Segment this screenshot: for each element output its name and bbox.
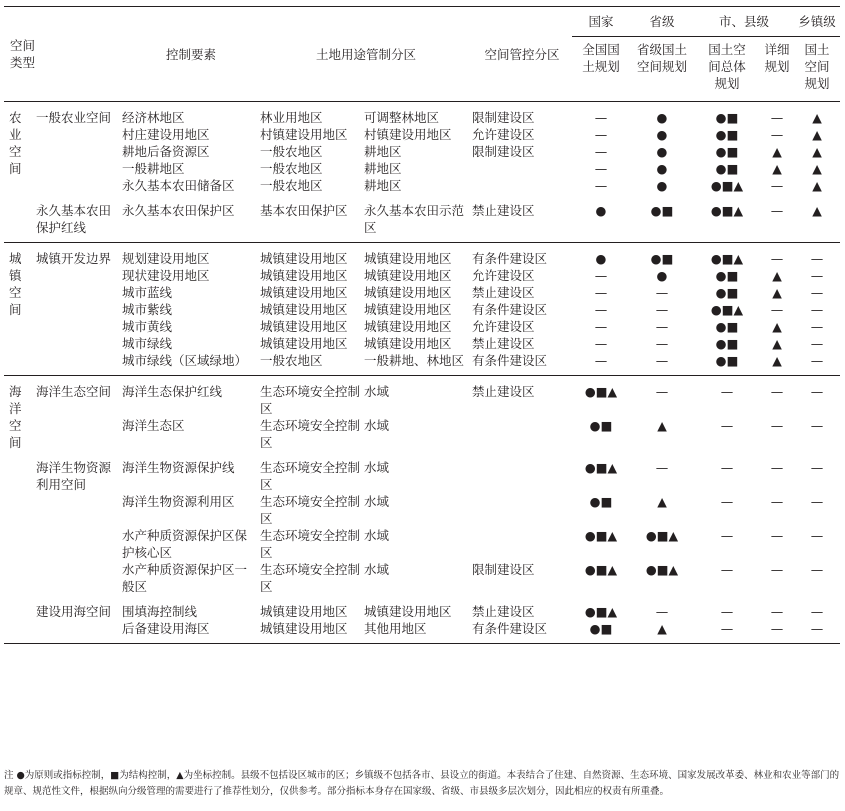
symbol-national: ●■ (589, 494, 613, 509)
control-zone-cell: 允许建设区 (472, 319, 535, 334)
control-element-cell: 围填海控制线 (122, 604, 198, 619)
control-element-cell: 海洋生物资源保护线 (122, 460, 235, 475)
symbol-provincial: ● (656, 268, 668, 283)
symbol-township: — (810, 285, 824, 300)
control-zone-cell: 禁止建设区 (472, 336, 535, 351)
symbol-provincial: ▲ (657, 418, 667, 433)
land-use-cell: 一般农地区 (260, 353, 323, 368)
symbol-township: ▲ (812, 127, 822, 142)
land-use-subzone-cell: 水域 (364, 460, 390, 475)
table-row (4, 335, 840, 352)
symbol-provincial: ●■▲ (645, 528, 679, 543)
symbol-township: — (810, 353, 824, 368)
control-element-cell: 海洋生态区 (122, 418, 185, 433)
symbol-provincial: ● (656, 127, 668, 142)
symbol-national: ●■▲ (584, 562, 618, 577)
table-row (4, 352, 840, 369)
land-use-cell: 林业用地区 (260, 110, 323, 125)
space-group: 永久基本农田保护红线 (36, 203, 112, 235)
symbol-city: ●■ (715, 110, 739, 125)
symbol-township: ▲ (812, 144, 822, 159)
control-element-cell: 永久基本农田保护区 (122, 203, 235, 218)
control-zone-cell: 禁止建设区 (472, 604, 535, 619)
space-category: 城镇空间 (9, 251, 22, 317)
symbol-township: ▲ (812, 110, 822, 125)
control-zone-cell: 禁止建设区 (472, 285, 535, 300)
control-zone-cell: 有条件建设区 (472, 353, 548, 368)
land-use-cell: 城镇建设用地区 (260, 268, 348, 283)
symbol-national: — (594, 319, 608, 334)
symbol-detailed: ▲ (772, 144, 782, 159)
control-element-cell: 水产种质资源保护区保护核心区 (122, 528, 248, 560)
land-use-subzone-cell: 水域 (364, 528, 390, 543)
land-use-cell: 城镇建设用地区 (260, 285, 348, 300)
symbol-township: — (810, 336, 824, 351)
control-element-cell: 现状建设用地区 (122, 268, 210, 283)
symbol-township: — (810, 494, 824, 509)
symbol-national: — (594, 110, 608, 125)
symbol-national: — (594, 285, 608, 300)
symbol-city: ●■ (715, 161, 739, 176)
table-row (4, 160, 840, 177)
land-use-subzone-cell: 城镇建设用地区 (364, 319, 452, 334)
land-use-cell: 一般农地区 (260, 178, 323, 193)
symbol-provincial: ● (656, 144, 668, 159)
symbol-city: — (720, 494, 734, 509)
control-zone-cell (472, 451, 572, 493)
symbol-township: — (810, 268, 824, 283)
land-use-subzone-cell: 水域 (364, 494, 390, 509)
header-spacer (36, 7, 122, 102)
symbol-detailed: — (770, 621, 784, 636)
land-use-cell: 城镇建设用地区 (260, 302, 348, 317)
table-row (4, 267, 840, 284)
symbol-township: ▲ (812, 178, 822, 193)
table-row (4, 417, 840, 451)
control-zone-cell: 允许建设区 (472, 127, 535, 142)
symbol-provincial: ●■ (650, 251, 674, 266)
section-divider (4, 637, 840, 644)
symbol-national: — (594, 144, 608, 159)
symbol-city: ●■▲ (710, 302, 744, 317)
land-use-cell: 城镇建设用地区 (260, 319, 348, 334)
symbol-national: — (594, 302, 608, 317)
header-level-township: 乡镇级 (794, 7, 840, 37)
control-element-cell: 海洋生态保护红线 (122, 384, 223, 399)
symbol-provincial: — (655, 285, 669, 300)
control-zone-cell (472, 493, 572, 527)
table-row (4, 102, 840, 127)
symbol-township: — (810, 319, 824, 334)
control-zone-cell: 有条件建设区 (472, 251, 548, 266)
header-level-provincial: 省级 (630, 7, 694, 37)
space-category: 海洋空间 (9, 384, 22, 450)
symbol-provincial: ▲ (657, 621, 667, 636)
symbol-national: — (594, 336, 608, 351)
header-plan-township: 国土空间规划 (804, 42, 830, 91)
header-space-type: 空间类型 (9, 38, 35, 70)
symbol-township: — (810, 562, 824, 577)
symbol-provincial: — (655, 302, 669, 317)
symbol-provincial: ● (656, 178, 668, 193)
land-use-subzone-cell: 城镇建设用地区 (364, 604, 452, 619)
control-zone-cell: 允许建设区 (472, 268, 535, 283)
table-note: 注 ●为原则或指标控制，■为结构控制，▲为坐标控制。县级不包括设区城市的区；乡镇级不包括各市、县设立的街道。本表结合了住建、自然资源、生态环境、国家发展改革委、林业和农业等部门的规章、规范性文件，根据纵向分级管理的需要进行了推荐性划分，仅供参考。部分指标本身存在国家级、省级、市县级多层次划分，因此相应的权责有所重叠。 (4, 770, 840, 797)
space-category: 农业空间 (9, 110, 22, 176)
table-row (4, 284, 840, 301)
land-use-cell: 生态环境安全控制区 (260, 528, 361, 560)
symbol-provincial: — (655, 384, 669, 399)
header-plan-national: 全国国土规划 (582, 42, 620, 74)
symbol-detailed: — (770, 604, 784, 619)
symbol-provincial: ●■▲ (645, 562, 679, 577)
symbol-national: — (594, 268, 608, 283)
table-header (4, 7, 840, 102)
control-zone-cell (472, 160, 572, 177)
space-group: 城镇开发边界 (36, 251, 112, 266)
control-zone-cell: 禁止建设区 (472, 203, 535, 218)
table-row (4, 451, 840, 493)
header-plan-detailed: 详细规划 (764, 42, 790, 74)
symbol-township: — (810, 302, 824, 317)
symbol-township: — (810, 604, 824, 619)
table-row (4, 177, 840, 194)
table-row (4, 527, 840, 561)
header-level-national: 国家 (572, 7, 630, 37)
control-element-cell: 永久基本农田储备区 (122, 178, 235, 193)
symbol-detailed: — (770, 460, 784, 475)
symbol-city: ●■▲ (710, 251, 744, 266)
land-use-cell: 城镇建设用地区 (260, 336, 348, 351)
symbol-national: ● (595, 251, 607, 266)
land-use-cell: 城镇建设用地区 (260, 251, 348, 266)
symbol-city: — (720, 621, 734, 636)
table-row (4, 376, 840, 418)
symbol-provincial: ●■ (650, 203, 674, 218)
symbol-detailed: — (770, 127, 784, 142)
symbol-national: — (594, 178, 608, 193)
symbol-township: — (810, 418, 824, 433)
land-use-cell: 生态环境安全控制区 (260, 562, 361, 594)
symbol-provincial: ● (656, 110, 668, 125)
control-element-cell: 城市黄线 (122, 319, 173, 334)
symbol-provincial: ▲ (657, 494, 667, 509)
land-use-subzone-cell: 耕地区 (364, 144, 402, 159)
symbol-detailed: ▲ (772, 336, 782, 351)
symbol-national: ●■▲ (584, 460, 618, 475)
symbol-national: ●■▲ (584, 528, 618, 543)
control-element-cell: 经济林地区 (122, 110, 185, 125)
control-element-cell: 海洋生物资源利用区 (122, 494, 235, 509)
header-plan-city-master: 国土空间总体规划 (708, 42, 746, 91)
table-row (4, 143, 840, 160)
symbol-city: — (720, 562, 734, 577)
control-zone-cell: 有条件建设区 (472, 621, 548, 636)
symbol-city: — (720, 418, 734, 433)
symbol-city: ●■ (715, 268, 739, 283)
symbol-detailed: — (770, 418, 784, 433)
symbol-detailed: — (770, 178, 784, 193)
table-row (4, 301, 840, 318)
symbol-city: ●■ (715, 353, 739, 368)
land-use-cell: 一般农地区 (260, 144, 323, 159)
table-row (4, 595, 840, 620)
symbol-city: — (720, 528, 734, 543)
control-element-cell: 城市绿线 (122, 336, 173, 351)
symbol-city: — (720, 604, 734, 619)
land-use-subzone-cell: 一般耕地、林地区 (364, 353, 465, 368)
header-control-element: 控制要素 (165, 46, 216, 62)
land-use-cell: 基本农田保护区 (260, 203, 348, 218)
symbol-detailed: — (770, 251, 784, 266)
symbol-detailed: — (770, 203, 784, 218)
table-row (4, 126, 840, 143)
symbol-township: — (810, 384, 824, 399)
symbol-national: ●■ (589, 418, 613, 433)
space-group: 海洋生态空间 (36, 384, 112, 399)
space-group: 建设用海空间 (36, 604, 112, 619)
symbol-detailed: — (770, 110, 784, 125)
table-row (4, 620, 840, 637)
land-use-cell: 生态环境安全控制区 (260, 494, 361, 526)
symbol-township: — (810, 460, 824, 475)
control-element-cell: 城市蓝线 (122, 285, 173, 300)
land-use-subzone-cell: 城镇建设用地区 (364, 251, 452, 266)
control-element-cell: 水产种质资源保护区一般区 (122, 562, 248, 594)
land-use-subzone-cell: 城镇建设用地区 (364, 302, 452, 317)
land-use-subzone-cell: 可调整林地区 (364, 110, 440, 125)
control-element-cell: 城市紫线 (122, 302, 173, 317)
symbol-detailed: ▲ (772, 161, 782, 176)
header-space-control-zone: 空间管控分区 (484, 46, 560, 62)
control-zone-cell: 禁止建设区 (472, 384, 535, 399)
control-zone-cell: 限制建设区 (472, 110, 535, 125)
land-use-subzone-cell: 永久基本农田示范区 (364, 203, 465, 235)
symbol-national: ●■▲ (584, 604, 618, 619)
symbol-national: — (594, 127, 608, 142)
control-zone-cell (472, 177, 572, 194)
header-plan-provincial: 省级国土空间规划 (637, 42, 688, 74)
symbol-detailed: — (770, 384, 784, 399)
land-use-subzone-cell: 水域 (364, 418, 390, 433)
control-zone-cell (472, 417, 572, 451)
symbol-detailed: — (770, 562, 784, 577)
table-row (4, 318, 840, 335)
land-use-cell: 生态环境安全控制区 (260, 384, 361, 416)
symbol-provincial: ● (656, 161, 668, 176)
symbol-city: ●■ (715, 336, 739, 351)
header-level-city-county: 市、县级 (694, 7, 794, 37)
land-use-cell: 一般农地区 (260, 161, 323, 176)
symbol-detailed: — (770, 528, 784, 543)
land-use-subzone-cell: 耕地区 (364, 178, 402, 193)
control-zone-cell: 限制建设区 (472, 562, 535, 577)
symbol-provincial: — (655, 353, 669, 368)
control-element-cell: 一般耕地区 (122, 161, 185, 176)
land-use-cell: 生态环境安全控制区 (260, 460, 361, 492)
symbol-detailed: ▲ (772, 353, 782, 368)
space-group: 海洋生物资源利用空间 (36, 460, 112, 492)
control-elements-table (4, 6, 840, 644)
land-use-subzone-cell: 其他用地区 (364, 621, 427, 636)
symbol-township: ▲ (812, 203, 822, 218)
symbol-detailed: — (770, 302, 784, 317)
land-use-subzone-cell: 城镇建设用地区 (364, 336, 452, 351)
table-row (4, 561, 840, 595)
symbol-national: ●■ (589, 621, 613, 636)
land-use-cell: 城镇建设用地区 (260, 621, 348, 636)
symbol-township: ▲ (812, 161, 822, 176)
symbol-township: — (810, 528, 824, 543)
table-row (4, 493, 840, 527)
control-element-cell: 后备建设用海区 (122, 621, 210, 636)
table-body (4, 102, 840, 644)
symbol-provincial: — (655, 319, 669, 334)
land-use-subzone-cell: 城镇建设用地区 (364, 268, 452, 283)
symbol-township: — (810, 621, 824, 636)
symbol-detailed: ▲ (772, 285, 782, 300)
symbol-detailed: — (770, 494, 784, 509)
symbol-township: — (810, 251, 824, 266)
symbol-city: ●■ (715, 144, 739, 159)
control-zone-cell: 限制建设区 (472, 144, 535, 159)
symbol-national: ● (595, 203, 607, 218)
land-use-subzone-cell: 水域 (364, 562, 390, 577)
symbol-provincial: — (655, 460, 669, 475)
land-use-subzone-cell: 水域 (364, 384, 390, 399)
symbol-city: ●■ (715, 285, 739, 300)
symbol-national: ●■▲ (584, 384, 618, 399)
header-land-use-zone: 土地用途管制分区 (316, 46, 417, 62)
land-use-cell: 城镇建设用地区 (260, 604, 348, 619)
symbol-city: ●■▲ (710, 203, 744, 218)
symbol-city: ●■ (715, 127, 739, 142)
land-use-subzone-cell: 耕地区 (364, 161, 402, 176)
symbol-city: — (720, 384, 734, 399)
symbol-national: — (594, 161, 608, 176)
symbol-detailed: ▲ (772, 268, 782, 283)
symbol-city: ●■▲ (710, 178, 744, 193)
symbol-city: ●■ (715, 319, 739, 334)
control-element-cell: 城市绿线（区域绿地） (122, 353, 248, 368)
control-zone-cell (472, 527, 572, 561)
control-element-cell: 耕地后备资源区 (122, 144, 210, 159)
land-use-cell: 村镇建设用地区 (260, 127, 348, 142)
land-use-cell: 生态环境安全控制区 (260, 418, 361, 450)
table-row (4, 243, 840, 268)
control-element-cell: 规划建设用地区 (122, 251, 210, 266)
symbol-detailed: ▲ (772, 319, 782, 334)
control-element-cell: 村庄建设用地区 (122, 127, 210, 142)
land-use-subzone-cell: 城镇建设用地区 (364, 285, 452, 300)
control-zone-cell: 有条件建设区 (472, 302, 548, 317)
symbol-city: — (720, 460, 734, 475)
land-use-subzone-cell: 村镇建设用地区 (364, 127, 452, 142)
symbol-provincial: — (655, 604, 669, 619)
symbol-national: — (594, 353, 608, 368)
space-group: 一般农业空间 (36, 110, 112, 125)
symbol-provincial: — (655, 336, 669, 351)
table-row (4, 194, 840, 236)
